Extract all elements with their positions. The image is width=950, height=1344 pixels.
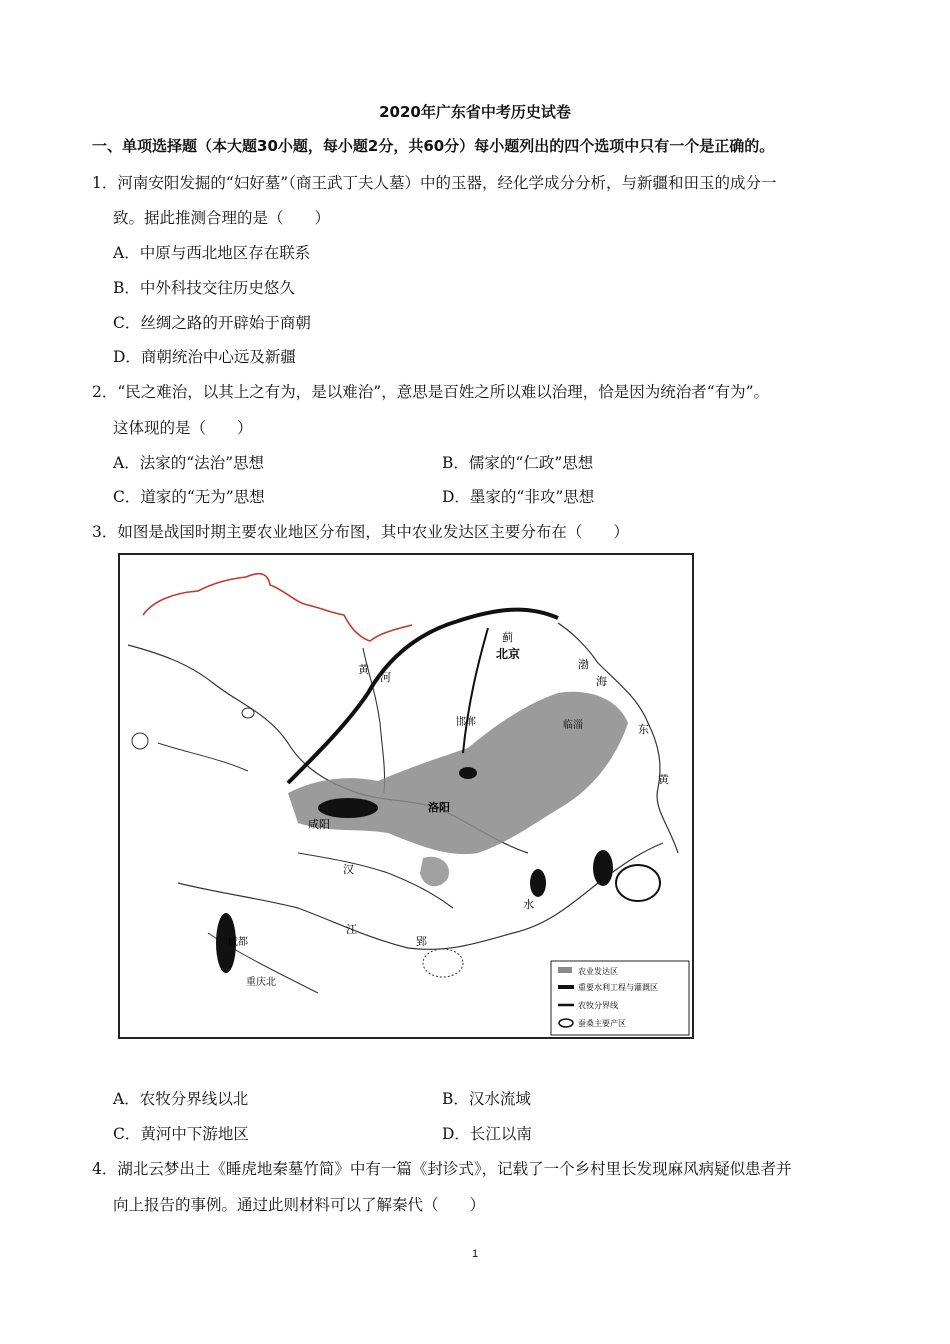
q1-stem-line1: 1．河南安阳发掘的“妇好墓”（商王武丁夫人墓）中的玉器，经化学成分分析，与新疆和田玉的成分一 xyxy=(92,174,777,192)
warring-states-agriculture-map xyxy=(118,553,694,1039)
label-chongqing-north: 重庆北 xyxy=(246,977,276,988)
label-shui: 水 xyxy=(523,898,534,911)
q2-option-b: B．儒家的“仁政”思想 xyxy=(442,454,594,472)
label-beijing: 北京 xyxy=(496,647,521,661)
map-legend xyxy=(551,961,689,1035)
label-hai: 海 xyxy=(596,675,607,688)
q4-stem-line2: 向上报告的事例。通过此则材料可以了解秦代（ ） xyxy=(113,1196,486,1214)
q3-option-a: A．农牧分界线以北 xyxy=(113,1090,249,1108)
q3-option-d: D．长江以南 xyxy=(442,1125,532,1143)
label-ji: 蓟 xyxy=(502,631,513,644)
q4-stem-line1: 4．湖北云梦出土《睡虎地秦墓竹简》中有一篇《封诊式》，记载了一个乡村里长发现麻风病疑似患者并 xyxy=(92,1160,792,1178)
label-dong: 东 xyxy=(638,723,649,736)
label-linzi: 临淄 xyxy=(563,720,583,731)
q2-option-d: D．墨家的“非攻”思想 xyxy=(442,488,595,506)
label-handan: 邯郸 xyxy=(456,717,476,728)
label-jiang: 江 xyxy=(346,923,357,936)
section-heading: 一、单项选择题（本大题30小题，每小题2分，共60分）每小题列出的四个选项中只有一个是正确的。 xyxy=(92,137,775,155)
q2-option-c: C．道家的“无为”思想 xyxy=(113,488,265,506)
label-chengdu: 成都 xyxy=(228,937,248,948)
q1-stem-line2: 致。据此推测合理的是（ ） xyxy=(113,209,331,227)
legend-item-2: 重要水利工程与灌溉区 xyxy=(578,983,658,992)
q1-option-a: A．中原与西北地区存在联系 xyxy=(113,244,311,262)
label-yellow-river-1: 黄 xyxy=(358,663,369,676)
q1-option-c: C．丝绸之路的开辟始于商朝 xyxy=(113,314,311,332)
label-bo-sea: 渤 xyxy=(578,658,589,671)
legend-item-1: 农业发达区 xyxy=(578,967,618,976)
label-ying: 郢 xyxy=(416,935,427,948)
q3-option-c: C．黄河中下游地区 xyxy=(113,1125,249,1143)
irrigation-area xyxy=(318,798,378,818)
label-yellow-river-2: 河 xyxy=(380,671,391,684)
q1-option-d: D．商朝统治中心远及新疆 xyxy=(113,348,296,366)
q2-stem-line2: 这体现的是（ ） xyxy=(113,419,253,437)
legend-item-3: 农牧分界线 xyxy=(578,1001,618,1010)
label-han: 汉 xyxy=(343,863,354,876)
legend-item-4: 蚕桑主要产区 xyxy=(578,1019,626,1028)
q3-stem: 3．如图是战国时期主要农业地区分布图，其中农业发达区主要分布在（ ） xyxy=(92,523,629,541)
label-huang-sea: 黄 xyxy=(658,773,669,786)
label-xianyang: 咸阳 xyxy=(308,818,330,831)
page-number: 1 xyxy=(471,1248,479,1260)
page-title: 2020年广东省中考历史试卷 xyxy=(379,103,571,121)
label-luoyang: 洛阳 xyxy=(428,801,450,814)
q1-option-b: B．中外科技交往历史悠久 xyxy=(113,279,295,297)
q3-option-b: B．汉水流域 xyxy=(442,1090,531,1108)
q2-option-a: A．法家的“法治”思想 xyxy=(113,454,265,472)
q2-stem-line1: 2．“民之难治，以其上之有为，是以难治”，意思是百姓之所以难以治理，恰是因为统治者“有为”。 xyxy=(92,383,770,401)
